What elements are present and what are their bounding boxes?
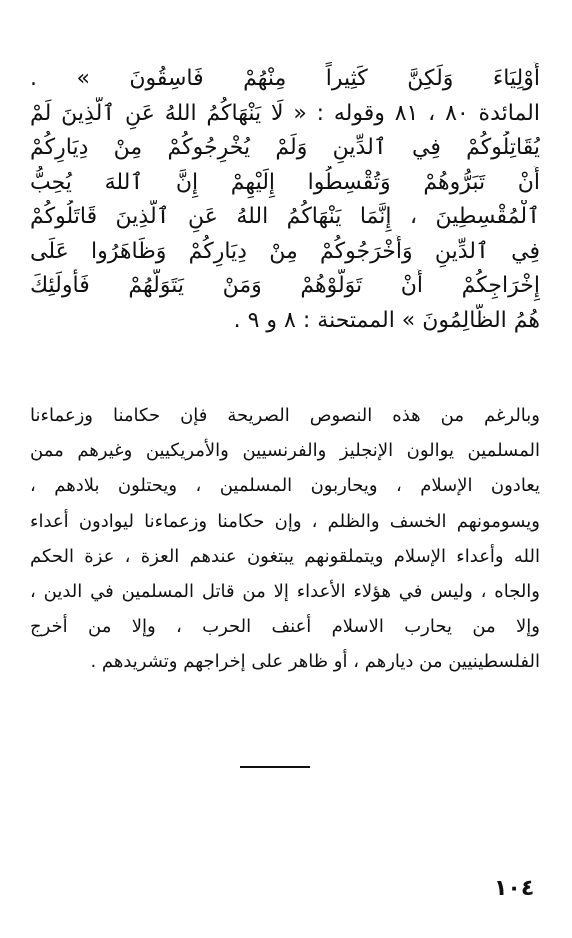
quote-line: المائدة ٨٠ ، ٨١ وقوله : « لَا يَنْهَاكُمُ اللهُ عَنِ ٱلَّذِينَ لَمْ [30, 100, 540, 126]
quran-quote-block [30, 62, 540, 338]
section-divider [240, 766, 310, 768]
body-line: يعادون الإسلام ، ويحاربون المسلمين ، ويحتلون بلادهم ، [30, 475, 540, 497]
body-line: ويسومونهم الخسف والظلم ، وإن حكامنا وزعماءنا ليوادون أعداء [30, 510, 540, 532]
body-line: الفلسطينيين من ديارهم ، أو ظاهر على إخراجهم وتشريدهم . [90, 651, 540, 673]
quote-line: ٱلْمُقْسِطِينَ ، إِنَّمَا يَنْهَاكُمُ اللهُ عَنِ ٱلَّذِينَ قَاتَلُوكُمْ [30, 204, 540, 229]
body-line: والجاه ، وليس في هؤلاء الأعداء إلا من قاتل المسلمين في الدين ، [30, 581, 540, 603]
body-line: وإلا من يحارب الاسلام أعنف الحرب ، وإلا من أخرج [30, 616, 540, 638]
body-line: الله وأعداء الإسلام ويتملقونهم يبتغون عندهم العزة ، عزة الحكم [30, 545, 540, 567]
quote-line: إِخْرَاجِكُمْ أَنْ تَوَلَّوْهُمْ وَمَنْ يَتَوَلَّهُمْ فَأُولَئِكَ [30, 273, 540, 298]
body-paragraph [30, 398, 540, 680]
body-line: وبالرغم من هذه النصوص الصريحة فإن حكامنا وزعماءنا [30, 405, 540, 426]
body-line: المسلمين يوالون الإنجليز والفرنسيين والأمريكيين وغيرهم ممن [30, 440, 540, 462]
quote-line: يُقَاتِلُوكُمْ فِي ٱلدِّينِ وَلَمْ يُخْرِجُوكُمْ مِنْ دِيَارِكُمْ [30, 135, 540, 160]
quote-line: أَوْلِيَاءَ وَلَكِنَّ كَثِيراً مِنْهُمْ فَاسِقُونَ » . [30, 66, 540, 91]
quote-line: هُمُ الظَّالِمُونَ » الممتحنة : ٨ و ٩ . [233, 307, 540, 333]
page-number: ١٠٤ [494, 876, 535, 901]
quote-line: فِي ٱلدِّينِ وَأَخْرَجُوكُمْ مِنْ دِيَارِكُمْ وَظَاهَرُوا عَلَى [30, 238, 540, 264]
quote-line: أَنْ تَبَرُّوهُمْ وَتُقْسِطُوا إِلَيْهِمْ إِنَّ ٱللهَ يُحِبُّ [30, 169, 540, 195]
